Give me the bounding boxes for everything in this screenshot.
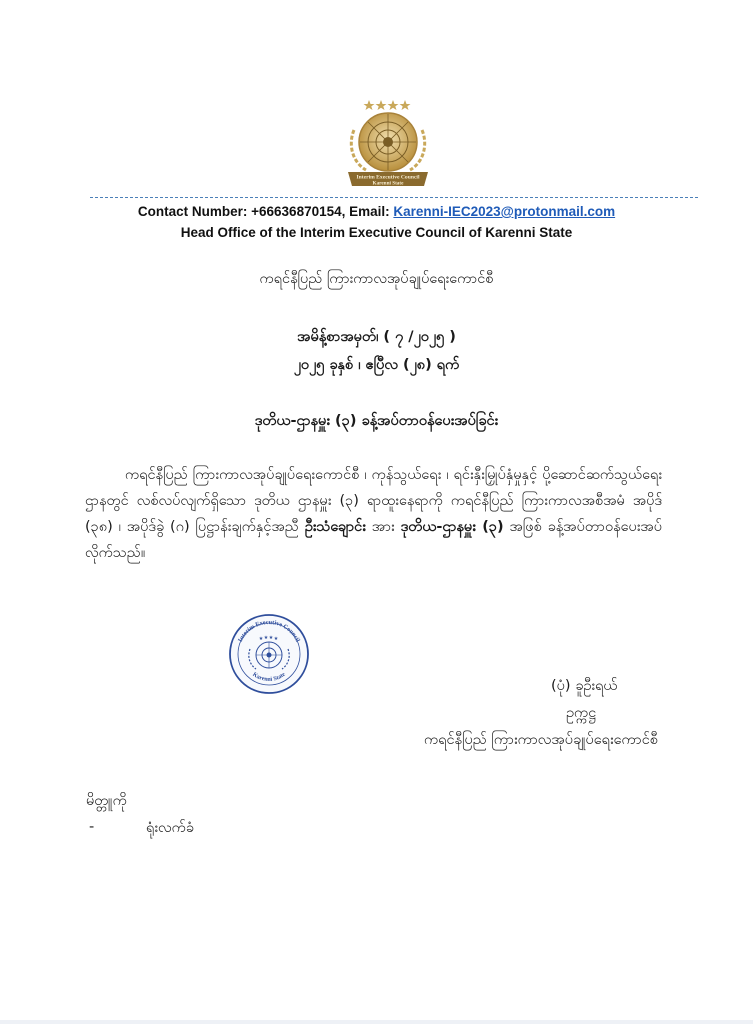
svg-text:Karenni State: Karenni State — [372, 180, 404, 187]
contact-number-text: Contact Number: +66636870154, Email: — [137, 204, 394, 219]
order-subject: ဒုတိယ-ဌာနမှူး (၃) ခန့်အပ်တာဝန်ပေးအပ်ခြင်း — [254, 413, 499, 429]
body-text-part1: ကရင်နီပြည် ကြားကာလအုပ်ချုပ်ရေးကောင်စီ ၊ ကုန်သွယ်ရေး ၊ ရင်းနှီးမြှုပ်နှံမှုနှင့် ပို့ဆောင်ဆက်သွယ်ရေးဌာနတွင် လစ်လပ်လျက်ရှိသော ဒုတိယ ဌာနမှူး (၃) ရာထူးနေရာကို ကရင်နီပြည် ကြားကာလအစီအမံ အပိုဒ် (၃၈) ၊ အပိုဒ်ခွဲ (ဂ) ပြဋ္ဌာန်းချက်နှင့်အညီ — [85, 467, 662, 535]
svg-text:Interim Executive Council: Interim Executive Council — [236, 618, 302, 644]
order-date: ၂၀၂၅ ခုနှစ် ၊ ဧပြီလ (၂၈) ရက် — [293, 357, 460, 373]
signatory-name: (ပုံ) ခူဦးရယ် — [551, 678, 618, 694]
signatory-title: ဥက္ကဋ္ဌ — [566, 705, 597, 721]
svg-text:Karenni State: Karenni State — [251, 671, 287, 683]
head-office-line: Head Office of the Interim Executive Council of Karenni State — [180, 225, 573, 240]
copy-list-bullet: - — [89, 819, 95, 835]
order-number: အမိန့်စာအမှတ်၊ ( ၇ /၂၀၂၅ ) — [297, 329, 456, 345]
appointed-position: ဒုတိယ-ဌာနမှူး (၃) — [400, 519, 504, 535]
council-logo — [336, 94, 440, 198]
page-bottom-edge — [0, 1020, 753, 1024]
header-divider — [90, 197, 698, 198]
council-name-heading: ကရင်နီပြည် ကြားကာလအုပ်ချုပ်ရေးကောင်စီ — [259, 271, 494, 287]
copy-recipient: ရုံးလက်ခံ — [146, 820, 194, 836]
copy-to-label: မိတ္တူကို — [86, 793, 127, 809]
email-link[interactable]: Karenni-IEC2023@protonmail.com — [393, 204, 616, 219]
appointee-name: ဦးသံချောင်း — [304, 519, 366, 535]
body-text-part2: အား — [365, 519, 401, 535]
contact-line — [0, 204, 753, 219]
body-text-part3: အဖြစ် ခန့်အပ်တာဝန်ပေးအပ်လိုက်သည်။ — [85, 519, 663, 561]
svg-text:Interim Executive Council: Interim Executive Council — [356, 174, 420, 181]
signatory-organization: ကရင်နီပြည် ကြားကာလအုပ်ချုပ်ရေးကောင်စီ — [424, 732, 658, 748]
svg-text:★: ★ — [258, 636, 264, 642]
svg-text:★: ★ — [263, 635, 269, 641]
svg-text:★: ★ — [268, 635, 274, 641]
order-body — [85, 462, 662, 566]
official-seal — [228, 613, 310, 695]
svg-text:★: ★ — [273, 636, 279, 642]
